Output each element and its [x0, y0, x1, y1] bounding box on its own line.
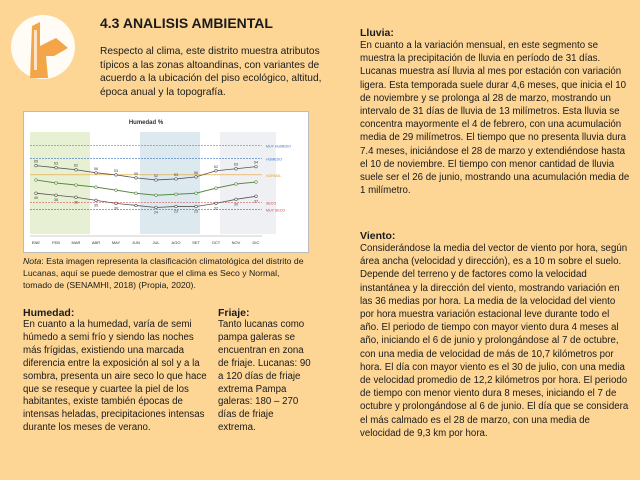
chart-caption: [23, 255, 307, 292]
data-point: [155, 179, 158, 182]
data-point: [95, 172, 98, 175]
data-point: [35, 164, 38, 167]
data-label: 35: [93, 203, 99, 208]
data-point: [55, 194, 58, 197]
data-label: 38: [53, 198, 59, 203]
data-point: [215, 169, 218, 172]
data-point: [75, 196, 78, 199]
data-point: [35, 179, 38, 182]
intro-paragraph: Respecto al clima, este distrito muestra atributos típicos a las zonas altoandinas, con variantes de acuerdo a la ubicación del piso ecológico, altitud, época anual y la topografía.: [100, 46, 322, 98]
x-tick-label: SET: [192, 240, 200, 245]
data-point: [95, 199, 98, 202]
data-label: 24: [153, 210, 159, 215]
data-label: 64: [253, 160, 259, 165]
data-point: [235, 183, 238, 186]
friaje-heading: Friaje:: [218, 307, 250, 319]
data-point: [55, 182, 58, 185]
x-tick-label: MAY: [111, 240, 121, 245]
data-point: [235, 198, 238, 201]
data-point: [195, 192, 198, 195]
x-tick-label: JUL: [152, 240, 160, 245]
data-point: [255, 195, 258, 198]
data-point: [95, 186, 98, 189]
data-label: 36: [73, 200, 79, 205]
data-point: [155, 194, 158, 197]
data-point: [155, 206, 158, 209]
data-point: [35, 192, 38, 195]
data-label: 23: [173, 209, 179, 214]
data-point: [115, 174, 118, 177]
zone-label: MUY SECO: [266, 208, 286, 213]
caption-text: : Esta imagen representa la clasificación climatológica del distrito de Lucanas, aquí se puede demostrar que el clima es Seco y Normal, tomado de (SENAMHI, 2018) (Propia, 2020).: [23, 256, 304, 291]
data-label: 37: [253, 199, 259, 204]
zone-label: SECO: [266, 201, 277, 206]
data-label: 23: [193, 209, 199, 214]
data-point: [135, 192, 138, 195]
lluvia-section: [360, 27, 630, 197]
logo: [10, 12, 76, 82]
data-label: 40: [33, 196, 39, 201]
x-tick-label: MAR: [71, 240, 81, 245]
data-point: [175, 193, 178, 196]
data-point: [115, 202, 118, 205]
x-tick-label: ABR: [91, 240, 101, 245]
page-title: 4.3 ANALISIS AMBIENTAL: [100, 15, 273, 31]
viento-section: [360, 230, 630, 440]
data-point: [195, 176, 198, 179]
x-tick-label: FEB: [52, 240, 60, 245]
dry-season-band: [140, 132, 200, 234]
viento-heading: Viento:: [360, 230, 396, 242]
data-point: [255, 165, 258, 168]
data-point: [215, 187, 218, 190]
x-tick-label: JUN: [132, 240, 140, 245]
data-point: [135, 177, 138, 180]
friaje-text: Tanto lucanas como pampa galeras se encuentran en zona de friaje. Lucanas: 90 a 120 días de friaje extrema Pampa galeras: 180 – 270 días de friaje extrema.: [218, 319, 311, 434]
data-point: [135, 204, 138, 207]
data-point: [235, 167, 238, 170]
humedad-section: [23, 307, 213, 435]
data-point: [215, 202, 218, 205]
x-tick-label: ENE: [31, 240, 41, 245]
data-point: [55, 166, 58, 169]
data-point: [115, 189, 118, 192]
data-label: 65: [33, 159, 39, 164]
data-label: 55: [133, 171, 139, 176]
zone-label: NORMAL: [266, 173, 282, 178]
data-point: [75, 184, 78, 187]
data-label: 63: [53, 161, 59, 166]
data-label: 30: [233, 202, 239, 207]
data-point: [175, 205, 178, 208]
data-point: [175, 178, 178, 181]
data-label: 53: [113, 168, 119, 173]
data-point: [75, 168, 78, 171]
zone-label: MUY HUMEDO: [266, 144, 291, 149]
humedad-text: En cuanto a la humedad, varía de semi húmedo a semi frío y siendo las noches más frígidas, existiendo una marcada diferencia entre la exposición al sol y a la sombra, presenta un aire seco lo que hace que se reseque y cuartee la piel de los habitantes, existe también épocas de intensas heladas, precipitaciones intensas durante los meses de verano.: [23, 319, 207, 434]
x-tick-label: AGO: [171, 240, 181, 245]
humedad-heading: Humedad:: [23, 307, 75, 319]
data-label: 56: [193, 170, 199, 175]
data-label: 30: [113, 206, 119, 211]
humidity-chart-svg: [24, 112, 308, 252]
data-label: 63: [233, 162, 239, 167]
x-tick-label: OCT: [211, 240, 221, 245]
data-label: 53: [173, 172, 179, 177]
lluvia-text: En cuanto a la variación mensual, en este segmento se muestra la precipitación de lluvia en período de 31 días. Lucanas muestra así lluvia al mes por estación con variación ligera. Esta temporada suele durar 4,6 meses, que inicia el 10 de noviembre y se prolonga al 28 de marzo, mostrando un intervalo de 31 días de lluvia de 13 milímetros. Esta lluvia se concentra mayormente el 4 de febrero, con una acumulación media de 29 milímetros. El tiempo que no presenta lluvia dura 7.4 meses, iniciándose el 28 de marzo y extendiéndose hasta el 10 de noviembre. El tiempo con menor cantidad de lluvia suele ser el 26 de junio, mostrando una acumulación media de 1 milímetro.: [360, 40, 630, 197]
friaje-section: [218, 307, 313, 435]
zone-label: HUMEDO: [266, 157, 282, 162]
lluvia-heading: Lluvia:: [360, 27, 394, 39]
data-label: 62: [213, 164, 219, 169]
humidity-chart: [23, 111, 309, 253]
x-tick-label: DIC: [252, 240, 260, 245]
viento-text: Considerándose la media del vector de viento por hora, según área ancha (velocidad y dirección), es a 10 m sobre el suelo. Depende del terreno y de factores como la velocidad instantánea y la dirección del viento, mostrando variación en las 36 medias por hora. La media de la velocidad del viento por hora muestra variación estacional leve durante todo el año. El periodo de tiempo con mayor viento dura 4 meses al año, iniciando el 6 de junio y prolongándose al 7 de octubre, con una media de velocidad de más de 10,7 kilómetros por hora. El día con mayor viento es el 30 de julio, con una media de velocidad promedio de 12,2 kilómetros por hora. El periodo de tiempo con menor viento dura 8 meses, iniciando el 7 de octubre y prolongándose al 6 de junio. El día que se considera el más calmado es el 28 de marzo, con una media de velocidad de 9,3 km por hora.: [360, 243, 629, 439]
x-tick-label: NOV: [231, 240, 241, 245]
data-point: [255, 181, 258, 184]
data-point: [195, 205, 198, 208]
data-label: 52: [153, 173, 159, 178]
chart-title: Humedad %: [128, 120, 164, 126]
data-label: 62: [73, 163, 79, 168]
data-label: 56: [93, 166, 99, 171]
caption-label: Nota: [23, 256, 42, 266]
data-label: 32: [213, 206, 219, 211]
